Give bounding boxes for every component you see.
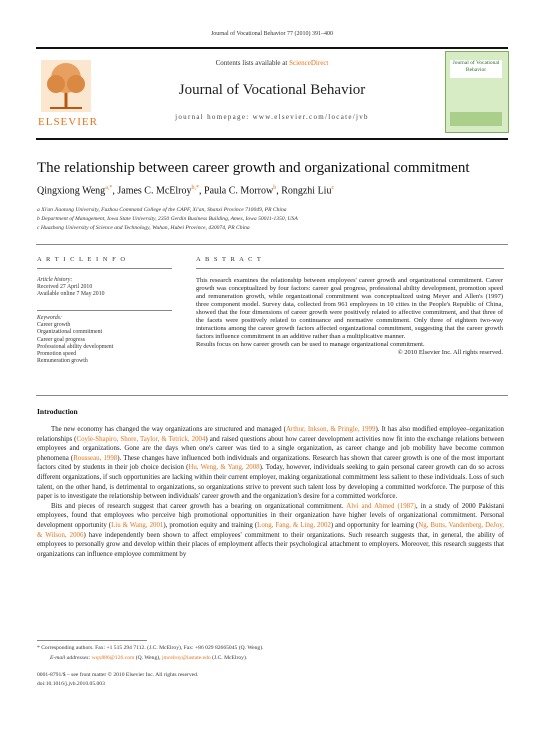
affiliation-c: c Huazhong University of Science and Technology, Wuhan, Hubei Province, 430074, PR China	[37, 225, 250, 231]
abstract-copyright: © 2010 Elsevier Inc. All rights reserved.	[397, 349, 503, 356]
author-affiliation-mark[interactable]: a,*	[105, 185, 113, 191]
introduction-body	[37, 425, 504, 559]
journal-title: Journal of Vocational Behavior	[178, 82, 366, 98]
email-link-weng[interactable]: wqx886@126.com	[91, 655, 135, 661]
keywords-block	[37, 315, 172, 365]
publisher-logo-text: ELSEVIER	[38, 116, 98, 128]
author-name[interactable]: Qingxiong Weng	[37, 185, 106, 197]
affiliation-b: b Department of Management, Iowa State University, 2350 Gerdin Business Building, Ames, Iowa 50011-1350, USA	[37, 216, 298, 222]
sciencedirect-link[interactable]: ScienceDirect	[289, 59, 329, 67]
footnote-rule	[37, 640, 147, 641]
author-separator: ,	[199, 185, 205, 197]
citation-link[interactable]: Liu & Wang, 2001	[111, 521, 164, 529]
email-label: E-mail addresses:	[50, 655, 91, 661]
introduction-heading: Introduction	[37, 407, 78, 416]
paragraph-text: ), promotion equity and training (	[163, 521, 258, 529]
author-list	[37, 185, 334, 196]
paragraph-text: ) and opportunity for learning (	[330, 521, 419, 529]
section-rule	[36, 244, 508, 245]
paragraph-text: ). It has also modified employee–organization relationships (	[37, 426, 504, 443]
author-affiliation-mark[interactable]: b	[273, 185, 277, 191]
keyword: Promotion speed	[37, 351, 77, 358]
email-owner-mcelroy: (J.C. McElroy).	[210, 655, 248, 661]
history-received: Received 27 April 2010	[37, 284, 93, 291]
citation-link[interactable]: Rousseau, 1998	[73, 454, 118, 462]
header-bottom-rule	[36, 138, 508, 140]
journal-cover-image	[445, 51, 509, 133]
paragraph-text: ). These changes have influenced both individuals and organizations. Research has shown that career growth is one of the most important factors cited by students in their job choice decision (	[37, 454, 504, 472]
paragraph-text: ). Today, however, individuals seeking to gain personal career growth can do so across different organizations, if such opportunities are lacking within their current employer, making organizational commitment less salient to these individuals. Loss of such talent, on the other hand, is detrimental to organizations, so organizations strive to prevent such talent loss by developing a committed workforce. The purpose of this paper is to investigate the relationship between individuals' career growth and the organization's desire for a committed workforce.	[37, 464, 504, 501]
email-owner-weng: (Q. Weng),	[134, 655, 162, 661]
citation-link[interactable]: Hu, Weng, & Yang, 2008	[188, 464, 260, 472]
paragraph-text: The new economy has changed the way organizations are structured and managed (	[51, 426, 286, 433]
citation-link[interactable]: Coyle-Shapiro, Shore, Taylor, & Tetrick, 2004	[76, 435, 206, 443]
doi-link[interactable]: doi:10.1016/j.jvb.2010.05.003	[37, 681, 105, 687]
history-rule	[37, 310, 172, 311]
intro-paragraph-1	[37, 425, 504, 502]
abstract-heading: A B S T R A C T	[196, 256, 263, 263]
author-separator: ,	[276, 185, 282, 197]
article-info-heading: A R T I C L E I N F O	[37, 256, 127, 263]
keyword: Organizational commitment	[37, 329, 103, 336]
paragraph-text: ) have independently been shown to affect employees' commitment to their organizations. Such research suggests that, in general, the ability of employees to personally grow and develop within their places of employment affects their psychological attachment to employers. Moreover, this research suggests that organizations can influence employee commitment by	[37, 531, 504, 558]
citation-link[interactable]: Ng, Butts, Vandenberg, DeJoy, & Wilson, 2006	[37, 521, 504, 539]
author-name[interactable]: James C. McElroy	[117, 185, 192, 197]
journal-homepage[interactable]: journal homepage: www.elsevier.com/locate/jvb	[175, 113, 369, 121]
abstract-body	[196, 277, 503, 357]
author-separator: ,	[112, 185, 118, 197]
keyword: Professional ability development	[37, 343, 114, 350]
author-affiliation-mark[interactable]: c	[331, 185, 335, 191]
abstract-text-results: Results focus on how career growth can be used to manage organizational commitment.	[196, 341, 425, 348]
issn-line: 0001-8791/$ – see front matter © 2010 Elsevier Inc. All rights reserved.	[37, 672, 199, 678]
author-name[interactable]: Paula C. Morrow	[204, 185, 274, 197]
article-info-rule	[37, 268, 172, 269]
abstract-rule	[196, 268, 504, 269]
history-online: Available online 7 May 2010	[37, 291, 105, 298]
article-history	[37, 277, 172, 299]
citation-link[interactable]: Alvi and Ahmed (1987)	[346, 502, 416, 510]
citation-link[interactable]: Arthur, Inkson, & Pringle, 1999	[285, 426, 376, 433]
abstract-text: This research examines the relationship between employees' career growth and organizational commitment. Career growth was conceptualized by four factors: career goal progress, professional ability development, promotion speed and remuneration growth, while organizational commitment was conceptualized using Meyer and Allen's (1997) three component model. Survey data, collected from 961 employees in 10 cities in the People's Republic of China, showed that the four dimensions of career growth were positively related to affective commitment, and that three of the facets were positively related to continuance and normative commitment. Only three of eighteen two-way interactions among the career growth factors affected organizational commitment, suggesting that the career growth factors influence commitment in an additive rather than a multiplicative manner.	[196, 277, 503, 340]
corresponding-author-note: * Corresponding authors. Fax: +1 515 294 7112. (J.C. McElroy), Fax: +86 029 82665045 (Q. Weng).	[37, 645, 264, 651]
intro-paragraph-2	[37, 502, 504, 560]
journal-citation-line: Journal of Vocational Behavior 77 (2010) 391–400	[210, 31, 334, 37]
author-affiliation-mark[interactable]: b,*	[191, 185, 200, 191]
history-label: Article history:	[37, 277, 73, 283]
keywords-label: Keywords:	[37, 315, 62, 321]
cover-title: Journal of Vocational Behavior	[450, 60, 502, 78]
header-top-rule	[36, 47, 508, 49]
contents-prefix: Contents lists available at	[215, 59, 288, 67]
paragraph-text: , in a study of 2000 Pakistani employees, found that employees who perceive high promotional opportunities in their organization have higher levels of organizational commitment. Personal development opportunity (	[37, 502, 504, 529]
keyword: Remuneration growth	[37, 358, 88, 365]
cover-band	[450, 112, 502, 126]
keyword: Career growth	[37, 322, 71, 329]
article-title: The relationship between career growth and organizational commitment	[37, 160, 470, 176]
abstract-bottom-rule	[36, 395, 508, 396]
author-name[interactable]: Rongzhi Liu	[281, 185, 332, 197]
keyword: Career goal progress	[37, 336, 85, 343]
email-link-mcelroy[interactable]: jmcelroy@iastate.edu	[161, 655, 211, 661]
email-addresses	[50, 655, 247, 662]
affiliation-a: a Xi'an Jiaotong University, Fuzhou Command College of the CAPF, Xi'an, Shanxi Province 710049, PR China	[37, 207, 287, 213]
paragraph-text: ) and raised questions about how career development activities now fit into the exchange relations between employees and organizations. Gone are the days when one's career was tied to a single organization, as career change and job mobility have become common phenomena (	[37, 435, 505, 462]
paragraph-text: Bits and pieces of research suggest that career growth has a bearing on organizational commitment.	[51, 502, 347, 510]
citation-link[interactable]: Long, Fang, & Ling, 2002	[257, 521, 331, 529]
